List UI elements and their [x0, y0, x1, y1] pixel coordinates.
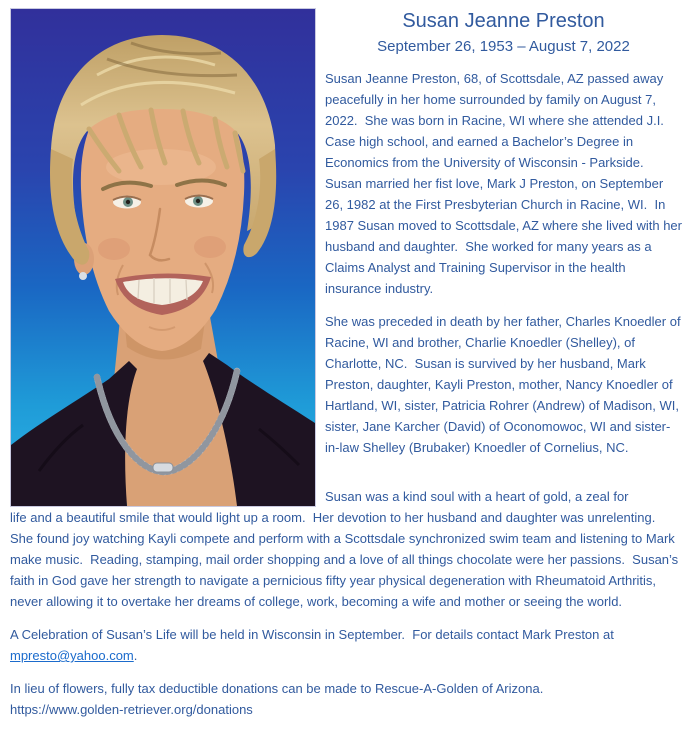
donation-url[interactable]: https://www.golden-retriever.org/donations [10, 702, 253, 717]
obituary-paragraph-3-continuation: life and a beautiful smile that would light up a room. Her devotion to her husband and daughter was unrelenting. She found joy watching Kayli compete and perform with a Scottsdale synchronized swim team and listening to Mark make music. Reading, stamping, mail order shopping and a love of all things chocolate were her passions. Susan’s faith in God gave her strength to navigate a pernicious fifty year physical degeneration with Rheumatoid Arthritis, never allowing it to overtake her dreams of college, work, becoming a wife and mother or seeing the world. [10, 510, 682, 609]
date-range: September 26, 1953 – August 7, 2022 [377, 38, 630, 55]
page-title: Susan Jeanne Preston [402, 10, 605, 32]
celebration-text: A Celebration of Susan’s Life will be held in Wisconsin in September. For details contact Mark Preston at [10, 627, 618, 642]
necklace-clasp [153, 463, 173, 472]
earring [79, 272, 87, 280]
donation-text: In lieu of flowers, fully tax deductible donations can be made to Rescue-A-Golden of Arizona. [10, 681, 544, 696]
portrait-illustration [11, 9, 315, 506]
obituary-paragraph-3-lead: Susan was a kind soul with a heart of gold, a zeal for [325, 489, 629, 504]
top-section [10, 8, 686, 507]
right-column [325, 8, 686, 507]
celebration-paragraph [10, 624, 682, 666]
portrait-photo [10, 8, 316, 507]
obituary-paragraph-2: She was preceded in death by her father, Charles Knoedler of Racine, WI and brother, Charlie Knoedler (Shelley), of Charlotte, NC. Susan is survived by her husband, Mark Preston, daughter, Kayli Preston, mother, Nancy Knoedler of Hartland, WI, sister, Patricia Rohrer (Andrew) of Madison, WI, sister, Jane Karcher (David) of Oconomowoc, WI and sister-in-law Shelley (Brubaker) Knoedler of Cornelius, NC. [325, 314, 685, 455]
donation-paragraph [10, 678, 682, 720]
email-link[interactable]: mpresto@yahoo.com [10, 648, 134, 663]
obituary-paragraph-1: Susan Jeanne Preston, 68, of Scottsdale, AZ passed away peacefully in her home surrounded by family on August 7, 2022. She was born in Racine, WI where she attended J.I. Case high school, and earned a Bachelor’s Degree in Economics from the University of Wisconsin - Parkside. Susan married her fist love, Mark J Preston, on September 26, 1982 at the First Presbyterian Church in Racine, WI. In 1987 Susan moved to Scottsdale, AZ where she lived with her husband and daughter. She worked for many years as a Claims Analyst and Training Supervisor in the health insurance industry. [325, 71, 686, 296]
celebration-period: . [133, 648, 138, 663]
